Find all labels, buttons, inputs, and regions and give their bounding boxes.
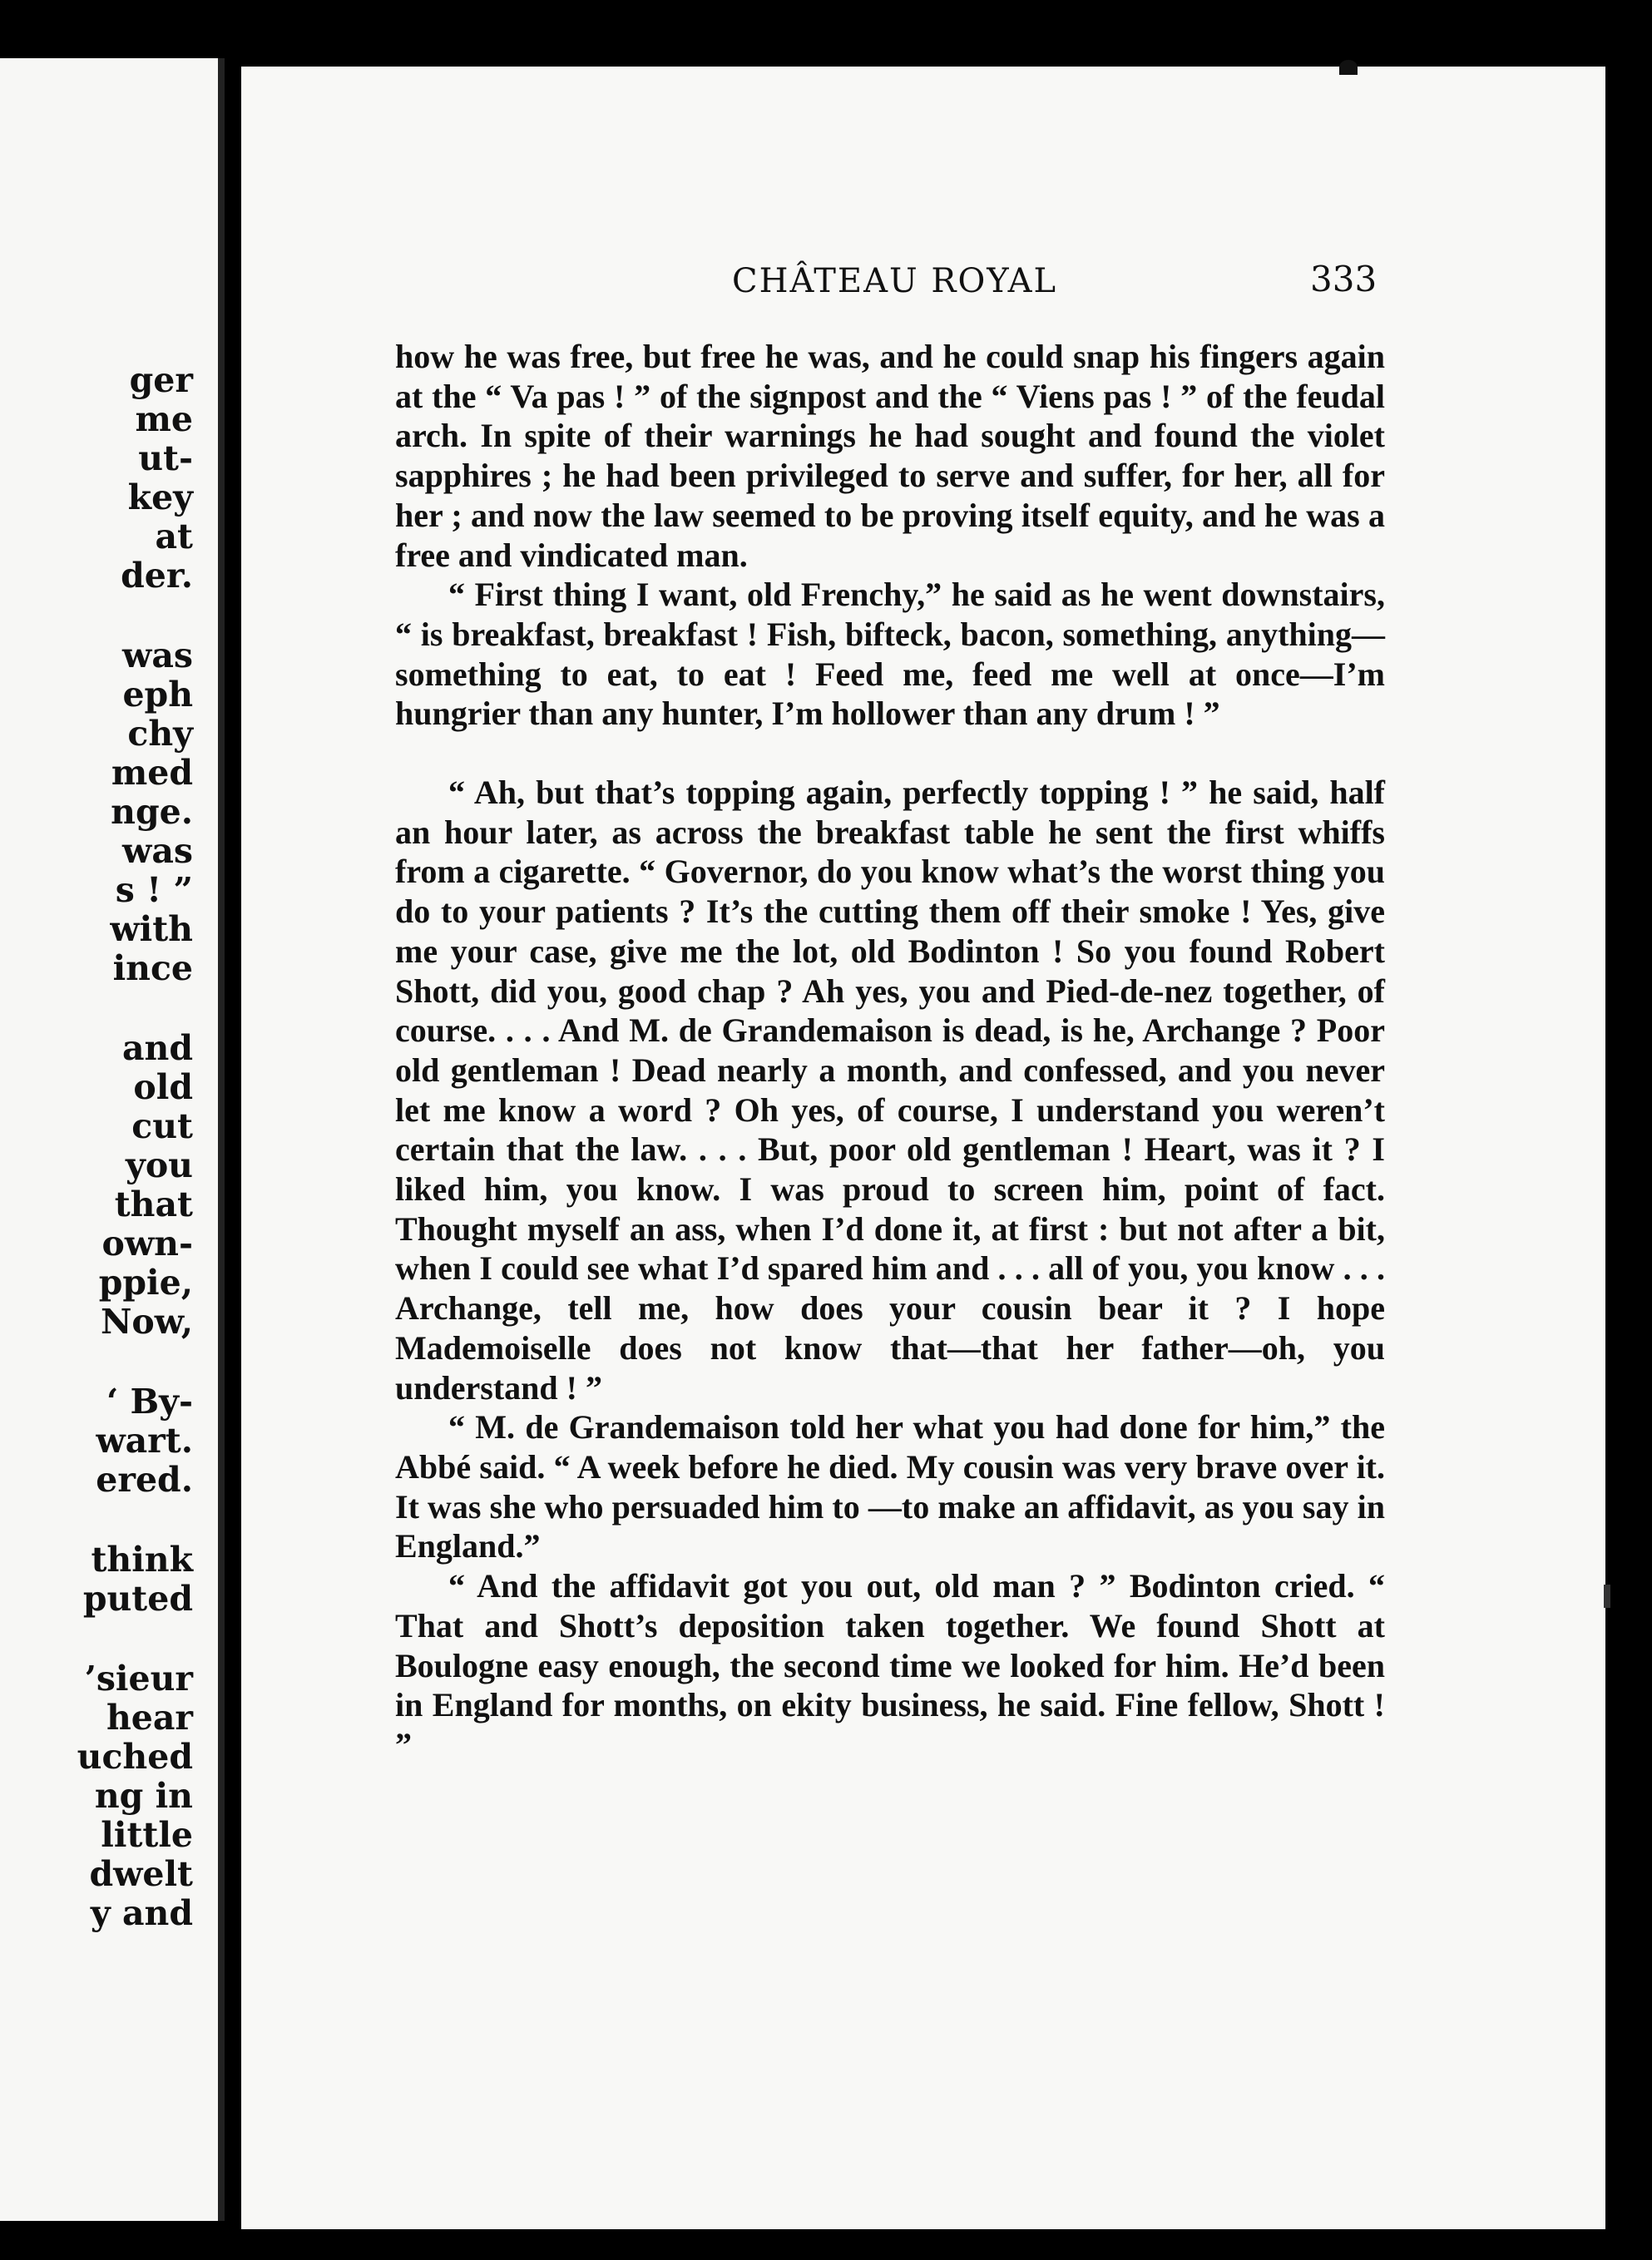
paragraph: how he was free, but free he was, and he could snap his fingers again at the “ Va pas ! ” of the signpost and the “ Viens pas ! ” of the feudal arch. In spite of their warnings he had sought and found the violet sapphires ; he had been privileged to serve and suffer, for her, all for her ; and now the law seemed to be proving itself equity, and he was a free and vindicated man. bbox=[395, 338, 1385, 574]
left-page-line-fragment: think bbox=[91, 1540, 193, 1580]
left-page-line-fragment: was bbox=[122, 831, 193, 871]
left-page-line-fragment: at bbox=[155, 517, 193, 556]
left-page-line-fragment: little bbox=[101, 1815, 193, 1855]
left-page-line-fragment: hear bbox=[106, 1698, 193, 1738]
left-page-line-fragment: that bbox=[114, 1184, 193, 1224]
left-page-line-fragment: me bbox=[135, 399, 193, 439]
left-page-line-fragment: cut bbox=[131, 1106, 193, 1146]
running-head: CHÂTEAU ROYAL bbox=[732, 262, 1058, 300]
previous-page-sliver bbox=[0, 58, 225, 2221]
scan-mark bbox=[1339, 60, 1358, 75]
paragraph: “ M. de Grandemaison told her what you had done for him,” the Abbé said. “ A week before he died. My cousin was very brave over it. It was she who persuaded him to —to make an affidavit, as you say in England.” bbox=[395, 1408, 1385, 1565]
paragraph: “ First thing I want, old Frenchy,” he said as he went downstairs, “ is breakfast, breakfast ! Fish, bifteck, bacon, something, anything—something to eat, to eat ! Feed me, feed me well at once—I’m hungrier than any hunter, I’m hollower than any drum ! ” bbox=[395, 576, 1385, 733]
left-page-line-fragment: ng in bbox=[94, 1776, 193, 1816]
left-page-line-fragment: ppie, bbox=[98, 1263, 193, 1303]
left-page-line-fragment: with bbox=[110, 909, 193, 949]
left-page-line-fragment: ’sieur bbox=[84, 1659, 193, 1699]
left-page-line-fragment: ut- bbox=[138, 438, 193, 478]
left-page-line-fragment: Now, bbox=[100, 1302, 193, 1342]
page-number: 333 bbox=[1310, 259, 1377, 299]
left-page-line-fragment: ered. bbox=[96, 1460, 193, 1500]
left-page-line-fragment: uched bbox=[77, 1737, 193, 1777]
left-page-line-fragment: nge. bbox=[111, 792, 193, 832]
left-page-line-fragment: key bbox=[127, 477, 193, 517]
page-gutter-edge bbox=[218, 58, 225, 2221]
left-page-line-fragment: med bbox=[111, 753, 193, 793]
left-page-line-fragment: der. bbox=[121, 556, 193, 596]
left-page-line-fragment: wart. bbox=[96, 1421, 193, 1461]
left-page-line-fragment: old bbox=[133, 1067, 193, 1107]
left-page-line-fragment: ince bbox=[112, 948, 193, 988]
left-page-line-fragment: ger bbox=[129, 360, 193, 400]
left-page-line-fragment: y and bbox=[90, 1893, 193, 1933]
left-page-line-fragment: puted bbox=[82, 1579, 193, 1619]
left-page-line-fragment: own- bbox=[101, 1224, 193, 1264]
paragraph: “ And the affidavit got you out, old man ? ” Bodinton cried. “ That and Shott’s deposition taken together. We found Shott at Boulogne easy enough, the second time we looked for him. He’d been in England for months, on ekity business, he said. Fine fellow, Shott ! ” bbox=[395, 1567, 1385, 1763]
left-page-line-fragment: you bbox=[126, 1145, 193, 1185]
left-page-line-fragment: eph bbox=[122, 675, 193, 715]
body-text bbox=[395, 337, 1385, 1765]
paragraph: “ Ah, but that’s topping again, perfectly topping ! ” he said, half an hour later, as across the breakfast table he sent the first whiffs from a cigarette. “ Governor, do you know what’s the worst thing you do to your patients ? It’s the cutting them off their smoke ! Yes, give me your case, give me the lot, old Bodinton ! So you found Robert Shott, did you, good chap ? Ah yes, you and Pied-de-nez together, of course. . . . And M. de Grandemaison is dead, is he, Archange ? Poor old gentleman ! Dead nearly a month, and confessed, and you never let me know a word ? Oh yes, of course, I understand you weren’t certain that the law. . . . But, poor old gentleman ! Heart, was it ? I liked him, you know. I was proud to screen him, point of fact. Thought myself an ass, when I’d done it, at first : but not after a bit, when I could see what I’d spared him and . . . all of you, you know . . . Archange, tell me, how does your cousin bear it ? I hope Mademoiselle does not know that—that her father—oh, you understand ! ” bbox=[395, 774, 1385, 1407]
scan-mark bbox=[1604, 1585, 1610, 1608]
left-page-line-fragment: dwelt bbox=[89, 1854, 193, 1894]
book-page bbox=[241, 67, 1605, 2229]
left-page-line-fragment: was bbox=[122, 635, 193, 675]
left-page-line-fragment: s ! ” bbox=[115, 870, 193, 910]
left-page-line-fragment: chy bbox=[127, 714, 193, 754]
left-page-line-fragment: and bbox=[121, 1028, 193, 1068]
left-page-line-fragment: ‘ By- bbox=[106, 1382, 193, 1422]
